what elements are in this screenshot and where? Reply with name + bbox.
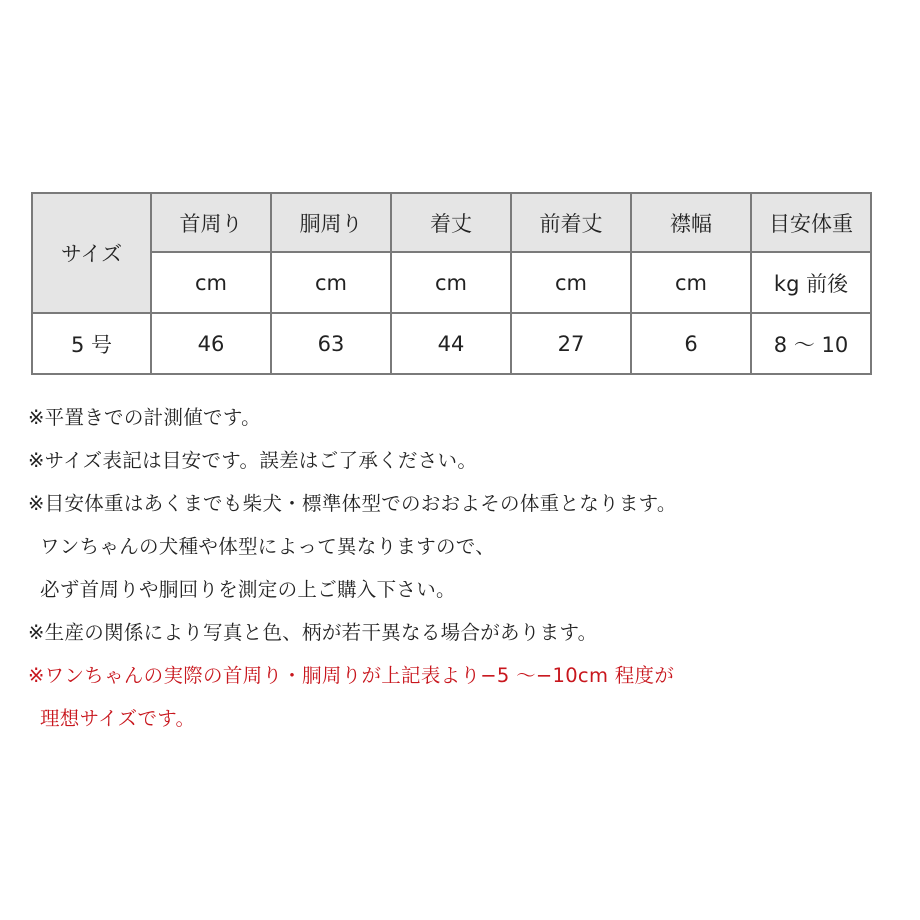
value-length: 44 (391, 313, 511, 374)
size-table (31, 192, 872, 375)
unit-weight: kg 前後 (751, 252, 871, 313)
note-size-approx: ※サイズ表記は目安です。誤差はご了承ください。 (28, 449, 478, 472)
unit-front-length: cm (511, 252, 631, 313)
note-breed-difference: ワンちゃんの犬種や体型によって異なりますので、 (40, 535, 496, 558)
header-front-length: 前着丈 (511, 193, 631, 252)
table-row (32, 313, 871, 374)
size-header-cell: サイズ (32, 193, 151, 313)
note-ideal-size-cont: 理想サイズです。 (40, 707, 196, 730)
notes-list (28, 396, 908, 740)
header-weight: 目安体重 (751, 193, 871, 252)
header-length: 着丈 (391, 193, 511, 252)
header-collar-width: 襟幅 (631, 193, 751, 252)
unit-collar-width: cm (631, 252, 751, 313)
note-weight-guide: ※目安体重はあくまでも柴犬・標準体型でのおおよその体重となります。 (28, 492, 677, 515)
value-weight: 8 〜 10 (751, 313, 871, 374)
note-flat-measure: ※平置きでの計測値です。 (28, 406, 261, 429)
unit-neck: cm (151, 252, 271, 313)
value-collar-width: 6 (631, 313, 751, 374)
unit-row (32, 252, 871, 313)
header-row (32, 193, 871, 252)
row-label-size: 5 号 (32, 313, 151, 374)
note-production-color: ※生産の関係により写真と色、柄が若干異なる場合があります。 (28, 621, 598, 644)
value-neck: 46 (151, 313, 271, 374)
unit-chest: cm (271, 252, 391, 313)
value-chest: 63 (271, 313, 391, 374)
note-ideal-size: ※ワンちゃんの実際の首周り・胴周りが上記表より−5 〜−10cm 程度が (28, 664, 675, 687)
note-measure-before-purchase: 必ず首周りや胴回りを測定の上ご購入下さい。 (40, 578, 456, 601)
value-front-length: 27 (511, 313, 631, 374)
header-neck: 首周り (151, 193, 271, 252)
unit-length: cm (391, 252, 511, 313)
header-chest: 胴周り (271, 193, 391, 252)
